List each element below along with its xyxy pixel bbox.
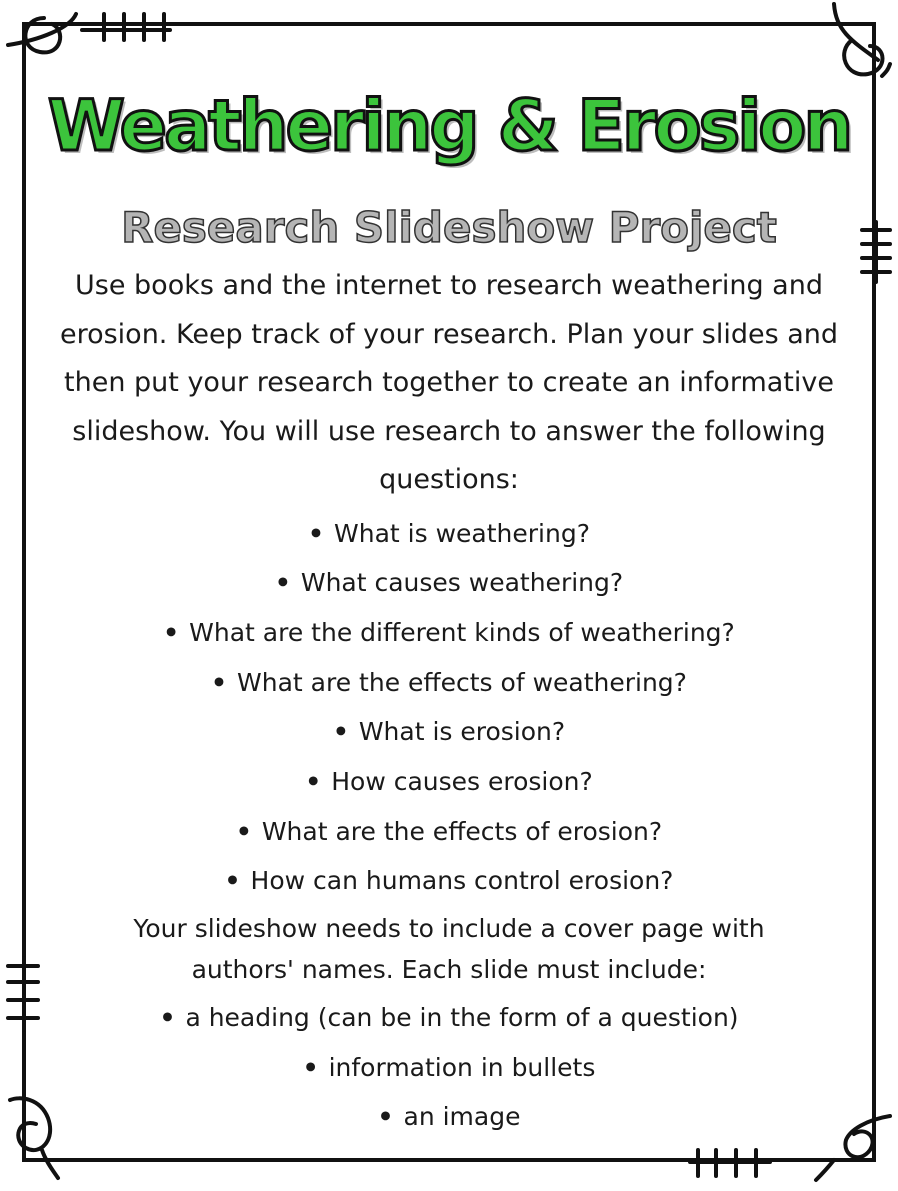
slide-requirements-list: [40, 993, 858, 1142]
bullet-icon: •: [211, 667, 228, 697]
requirements-intro: Your slideshow needs to include a cover page with authors' names. Each slide must include:: [133, 914, 765, 985]
list-item: [40, 1092, 858, 1142]
list-item: [40, 658, 858, 708]
list-item: [40, 1043, 858, 1093]
requirement-text: a heading (can be in the form of a question): [185, 1003, 739, 1033]
document-body: [40, 68, 858, 1142]
question-text: What are the effects of weathering?: [237, 667, 687, 697]
bullet-icon: •: [305, 767, 322, 797]
tally-marks-icon: [8, 958, 38, 1030]
tally-marks-icon: [82, 14, 170, 40]
corner-swirl-icon: [8, 14, 76, 52]
bullet-icon: •: [163, 617, 180, 647]
bullet-icon: •: [332, 717, 349, 747]
question-text: What are the different kinds of weathering?: [189, 617, 735, 647]
tally-marks-icon: [862, 222, 890, 282]
list-item: [40, 856, 858, 906]
intro-paragraph: Use books and the internet to research weathering and erosion. Keep track of your research. Plan your slides and then put your research together to create an informative slideshow. You will use research to answer the following questions:: [59, 270, 839, 495]
question-text: How can humans control erosion?: [250, 866, 674, 896]
bullet-icon: •: [302, 1052, 319, 1082]
bullet-icon: •: [377, 1102, 394, 1132]
list-item: [40, 993, 858, 1043]
requirement-text: information in bullets: [328, 1052, 596, 1082]
bullet-icon: •: [235, 816, 252, 846]
list-item: [40, 757, 858, 807]
bullet-icon: •: [274, 568, 291, 598]
bullet-icon: •: [224, 866, 241, 896]
question-text: How causes erosion?: [331, 767, 593, 797]
research-questions-list: [40, 509, 858, 907]
list-item: [40, 807, 858, 857]
question-text: What is weathering?: [334, 518, 590, 548]
list-item: [40, 558, 858, 608]
requirement-text: an image: [403, 1102, 521, 1132]
bullet-icon: •: [308, 518, 325, 548]
tally-marks-icon: [690, 1150, 770, 1176]
question-text: What is erosion?: [358, 717, 566, 747]
list-item: [40, 509, 858, 559]
question-text: What are the effects of erosion?: [261, 816, 663, 846]
question-text: What causes weathering?: [300, 568, 624, 598]
corner-swirl-icon: [834, 4, 890, 76]
bullet-icon: •: [159, 1003, 176, 1033]
page-title: Weathering & Erosion: [47, 85, 851, 167]
page-subtitle: Research Slideshow Project: [121, 203, 777, 252]
list-item: [40, 707, 858, 757]
list-item: [40, 608, 858, 658]
